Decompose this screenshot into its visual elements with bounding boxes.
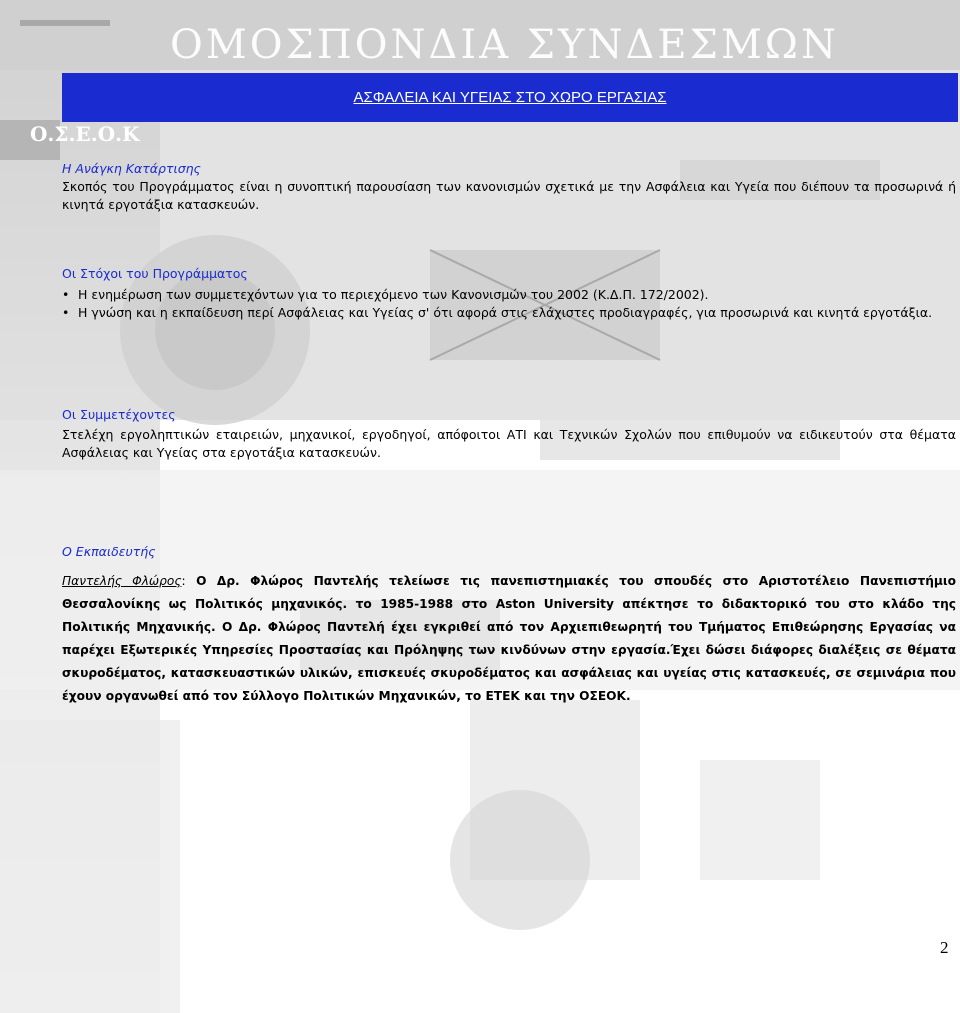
goals-heading: Οι Στόχοι του Προγράμματος — [62, 266, 248, 281]
goal-text: Η γνώση και η εκπαίδευση περί Ασφάλειας και Υγείας σ' ότι αφορά στις ελάχιστες προδιαγραφές, για προσωρινά και κινητά εργοτάξια. — [78, 305, 933, 320]
participants-text: Στελέχη εργοληπτικών εταιρειών, μηχανικοί, εργοδηγοί, απόφοιτοι ΑΤΙ και Τεχνικών Σχολών που επιθυμούν να ειδικευτούν στα θέματα Ασφάλειας και Υγείας στα εργοτάξια κατασκευών. — [62, 427, 956, 460]
trainer-name: Παντελής Φλώρος — [62, 574, 182, 588]
page-number: 2 — [940, 938, 949, 957]
logo-text: ΟΜΟΣΠΟΝΔΙΑ ΣΥΝΔΕΣΜΩΝ — [170, 22, 839, 68]
trainer-bio: Ο Δρ. Φλώρος Παντελής τελείωσε τις πανεπιστημιακές του σπουδές στο Αριστοτέλειο Πανεπιστήμιο Θεσσαλονίκης ως Πολιτικός μηχανικός. το 1985-1988 στο Aston University απέκτησε το διδακτορικό του στο κλάδο της Πολιτικής Μηχανικής. Ο Δρ. Φλώρος Παντελή έχει εγκριθεί από τον Αρχιεπιθεωρητή του Τμήματος Επιθεώρησης Εργασίας να παρέχει Εξωτερικές Υπηρεσίες Προστασίας και Πρόληψης των κινδύνων στην εργασία.Έχει δώσει διάφορες διαλέξεις σε θέματα σκυροδέματος, κατασκευαστικών υλικών, επισκευές σκυροδέματος και ασφάλειας και υγείας στις κατασκευές, σε σεμινάρια που έχουν οργανωθεί από τον Σύλλογο Πολιτικών Μηχανικών, το ΕΤΕΚ και την ΟΣΕΟΚ. — [62, 574, 956, 703]
trainer-text — [62, 570, 956, 708]
goals-list — [62, 286, 956, 322]
bullet-icon: • — [62, 287, 70, 302]
logo-abbr: Ο.Σ.Ε.Ο.Κ — [30, 122, 140, 146]
goal-text: Η ενημέρωση των συμμετεχόντων για το περιεχόμενο των Κανονισμών του 2002 (Κ.Δ.Π. 172/2002). — [78, 287, 709, 302]
need-section — [62, 160, 956, 214]
bullet-icon: • — [62, 305, 70, 320]
trainer-heading: Ο Εκπαιδευτής — [62, 544, 156, 559]
participants-heading: Οι Συμμετέχοντες — [62, 407, 176, 422]
trainer-colon: : — [181, 574, 186, 588]
participants-section — [62, 406, 956, 462]
title-banner — [62, 73, 958, 122]
need-heading: Η Ανάγκη Κατάρτισης — [62, 161, 201, 176]
trainer-section — [62, 543, 956, 708]
page-title: ΑΣΦΑΛΕΙΑ ΚΑΙ ΥΓΕΙΑΣ ΣΤΟ ΧΩΡΟ ΕΡΓΑΣΙΑΣ — [353, 89, 667, 106]
need-text: Σκοπός του Προγράμματος είναι η συνοπτική παρουσίαση των κανονισμών σχετικά με την Ασφάλεια και Υγεία που διέπουν τα προσωρινά ή κινητά εργοτάξια κατασκευών. — [62, 179, 956, 212]
list-item — [62, 286, 956, 304]
list-item — [62, 304, 956, 322]
goals-section — [62, 265, 956, 322]
